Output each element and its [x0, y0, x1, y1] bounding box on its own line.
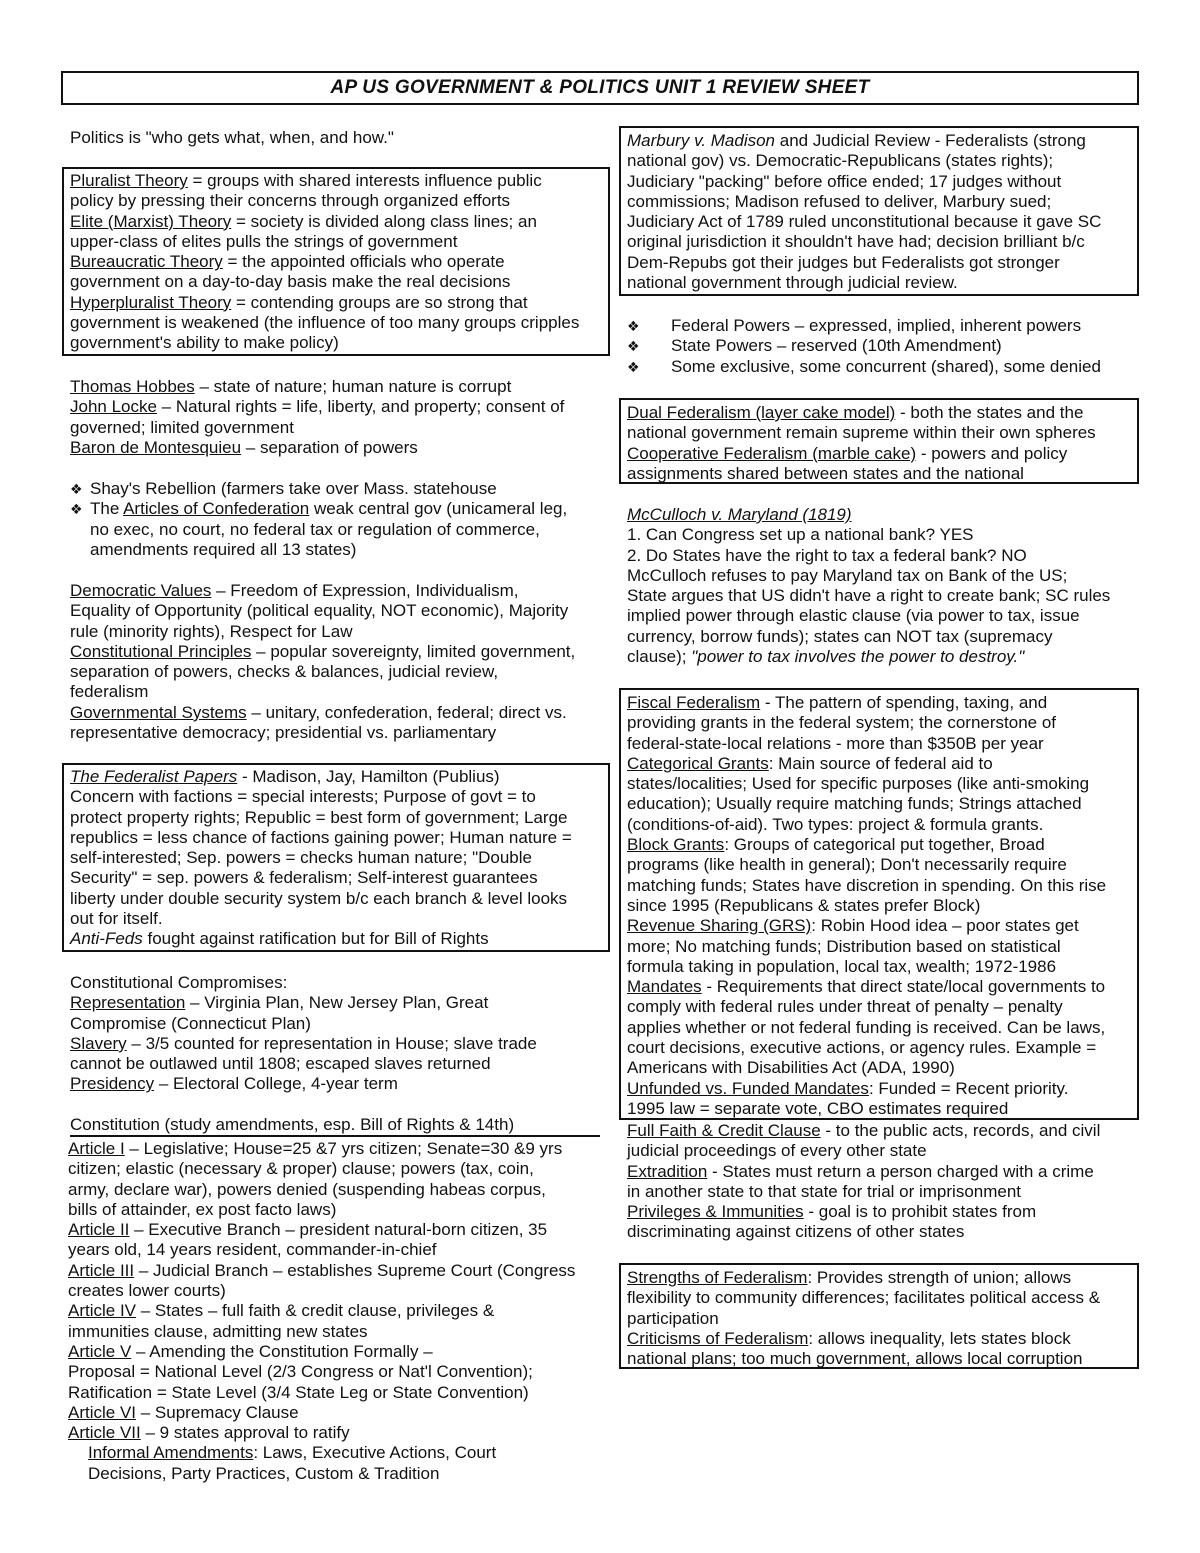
history-bullets: ❖ Shay's Rebellion (farmers take over Mass. statehouse ❖ The Articles of Confederation weak central gov (unicameral leg, no exec, no court, no federal tax or regulation of commerce, amendments required all 13 states) — [70, 479, 568, 559]
theory-bureaucratic: Bureaucratic Theory = the appointed officials who operate — [70, 252, 505, 272]
diamond-bullet-icon: ❖ — [70, 501, 83, 518]
list-item: ❖ State Powers – reserved (10th Amendment) — [627, 336, 1002, 356]
strengths-box: Strengths of Federalism: Provides strength of union; allows flexibility to community differences; facilitates political access & participation Criticisms of Federalism: allows inequality, lets states block national plans; too much government, allows local corruption — [619, 1263, 1139, 1369]
diamond-bullet-icon: ❖ — [627, 358, 640, 375]
powers-list — [627, 316, 1101, 377]
theory-pluralist: Pluralist Theory = groups with shared interests influence public — [70, 171, 542, 190]
diamond-bullet-icon: ❖ — [627, 338, 640, 355]
clauses-section: Full Faith & Credit Clause - to the public acts, records, and civil judicial proceedings of every other state Extradition - States must return a person charged with a crime in another state to that state for trial or imprisonment Privileges & Immunities - goal is to prohibit states from discriminating against citizens of other states — [627, 1121, 1101, 1242]
fiscal-federalism-box: Fiscal Federalism - The pattern of spending, taxing, and providing grants in the federal system; the cornerstone of federal-state-local relations - more than $350B per year Categorical Grants: Main source of federal aid to states/localities; Used for specific purposes (like anti-smoking education); Usually require matching funds; Strings attached (conditions-of-aid). Two types: project & formula grants. Block Grants: Groups of categorical put together, Broad programs (like health in general); Don't necessarily require matching funds; States have discretion in spending. On this rise since 1995 (Republicans & states prefer Block) Revenue Sharing (GRS): Robin Hood idea – poor states get more; No matching funds; Distribution based on statistical formula taking in population, local tax, wealth; 1972-1986 Mandates - Requirements that direct state/local governments to comply with federal rules under threat of penalty – penalty applies whether or not federal funding is received. Can be laws, court decisions, executive actions, or agency rules. Example = Americans with Disabilities Act (ADA, 1990) Unfunded vs. Funded Mandates: Funded = Recent priority. 1995 law = separate vote, CBO estimates required — [619, 688, 1139, 1120]
constitution-heading: Constitution (study amendments, esp. Bill of Rights & 14th) — [70, 1115, 515, 1134]
articles-section: Article I – Legislative; House=25 &7 yrs citizen; Senate=30 &9 yrs citizen; elastic (necessary & proper) clause; powers (tax, coin, army, declare war), powers denied (suspending habeas corpus, bills of attainder, ex post facto laws) Article II – Executive Branch – president natural-born citizen, 35 years old, 14 years resident, commander-in-chief Article III – Judicial Branch – establishes Supreme Court (Congress creates lower courts) Article IV – States – full faith & credit clause, privileges & immunities clause, admitting new states Article V – Amending the Constitution Formally – Proposal = National Level (2/3 Congress or Nat'l Convention); Ratification = State Level (3/4 State Leg or State Convention) Article VI – Supremacy Clause Article VII – 9 states approval to ratify Informal Amendments: Laws, Executive Actions, Court Decisions, Party Practices, Custom & Tradition — [68, 1139, 576, 1483]
theory-hyperpluralist: Hyperpluralist Theory = contending groups are so strong that — [70, 292, 528, 312]
page-title: AP US GOVERNMENT & POLITICS UNIT 1 REVIEW SHEET — [61, 71, 1139, 105]
list-item: ❖ Some exclusive, some concurrent (shared), some denied — [627, 356, 1101, 376]
compromises-section: Constitutional Compromises: Representation – Virginia Plan, New Jersey Plan, Great Compromise (Connecticut Plan) Slavery – 3/5 counted for representation in House; slave trade cannot be outlawed until 1808; escaped slaves returned Presidency – Electoral College, 4-year term — [70, 973, 537, 1094]
marbury-box: Marbury v. Madison and Judicial Review - Federalists (strong national gov) vs. Democratic-Republicans (states rights); Judiciary "packing" before office ended; 17 judges without commissions; Madison refused to deliver, Marbury sued; Judiciary Act of 1789 ruled unconstitutional because it gave SC original jurisdiction it shouldn't have had; decision brilliant b/c Dem-Repubs got their judges but Federalists got stronger national government through judicial review. — [619, 126, 1139, 296]
diamond-bullet-icon: ❖ — [70, 481, 83, 497]
theory-elite: Elite (Marxist) Theory = society is divided along class lines; an — [70, 211, 537, 231]
theories-box: Pluralist Theory = groups with shared interests influence public policy by pressing their concerns through organized efforts Elite (Marxist) Theory = society is divided along class lines; an upper-class of elites pulls the strings of government Bureaucratic Theory = the appointed officials who operate government on a day-to-day basis make the real decisions Hyperpluralist Theory = contending groups are so strong that government is weakened (the influence of too many groups cripples government's ability to make policy) — [62, 167, 610, 356]
mcculloch-section: McCulloch v. Maryland (1819) 1. Can Congress set up a national bank? YES 2. Do States have the right to tax a federal bank? NO McCulloch refuses to pay Maryland tax on Bank of the US; State argues that US didn't have a right to create bank; SC rules implied power through elastic clause (via power to tax, issue currency, borrow funds); states can NOT tax (supremacy clause); "power to tax involves the power to destroy." — [627, 505, 1111, 667]
diamond-bullet-icon: ❖ — [627, 318, 640, 334]
federalist-box: The Federalist Papers - Madison, Jay, Hamilton (Publius) Concern with factions = special interests; Purpose of govt = to protect property rights; Republic = best form of government; Large republics = less chance of factions gaining power; Human nature = self-interested; Sep. powers = checks human nature; "Double Security" = sep. powers & federalism; Self-interest guarantees liberty under double security system b/c each branch & level looks out for itself. Anti-Feds fought against ratification but for Bill of Rights — [62, 763, 610, 952]
thinkers-section: Thomas Hobbes – state of nature; human nature is corrupt John Locke – Natural rights = life, liberty, and property; consent of governed; limited government Baron de Montesquieu – separation of powers — [70, 377, 565, 457]
values-section: Democratic Values – Freedom of Expression, Individualism, Equality of Opportunity (political equality, NOT economic), Majority rule (minority rights), Respect for Law Constitutional Principles – popular sovereignty, limited government, separation of powers, checks & balances, judicial review, federalism Governmental Systems – unitary, confederation, federal; direct vs. representative democracy; presidential vs. parliamentary — [70, 581, 576, 743]
federalism-box: Dual Federalism (layer cake model) - both the states and the national government remain supreme within their own spheres Cooperative Federalism (marble cake) - powers and policy assignments shared between states and the national — [619, 398, 1139, 484]
list-item: ❖ Federal Powers – expressed, implied, inherent powers — [627, 316, 1082, 335]
politics-intro: Politics is "who gets what, when, and how." — [70, 128, 394, 147]
divider — [70, 1135, 600, 1137]
